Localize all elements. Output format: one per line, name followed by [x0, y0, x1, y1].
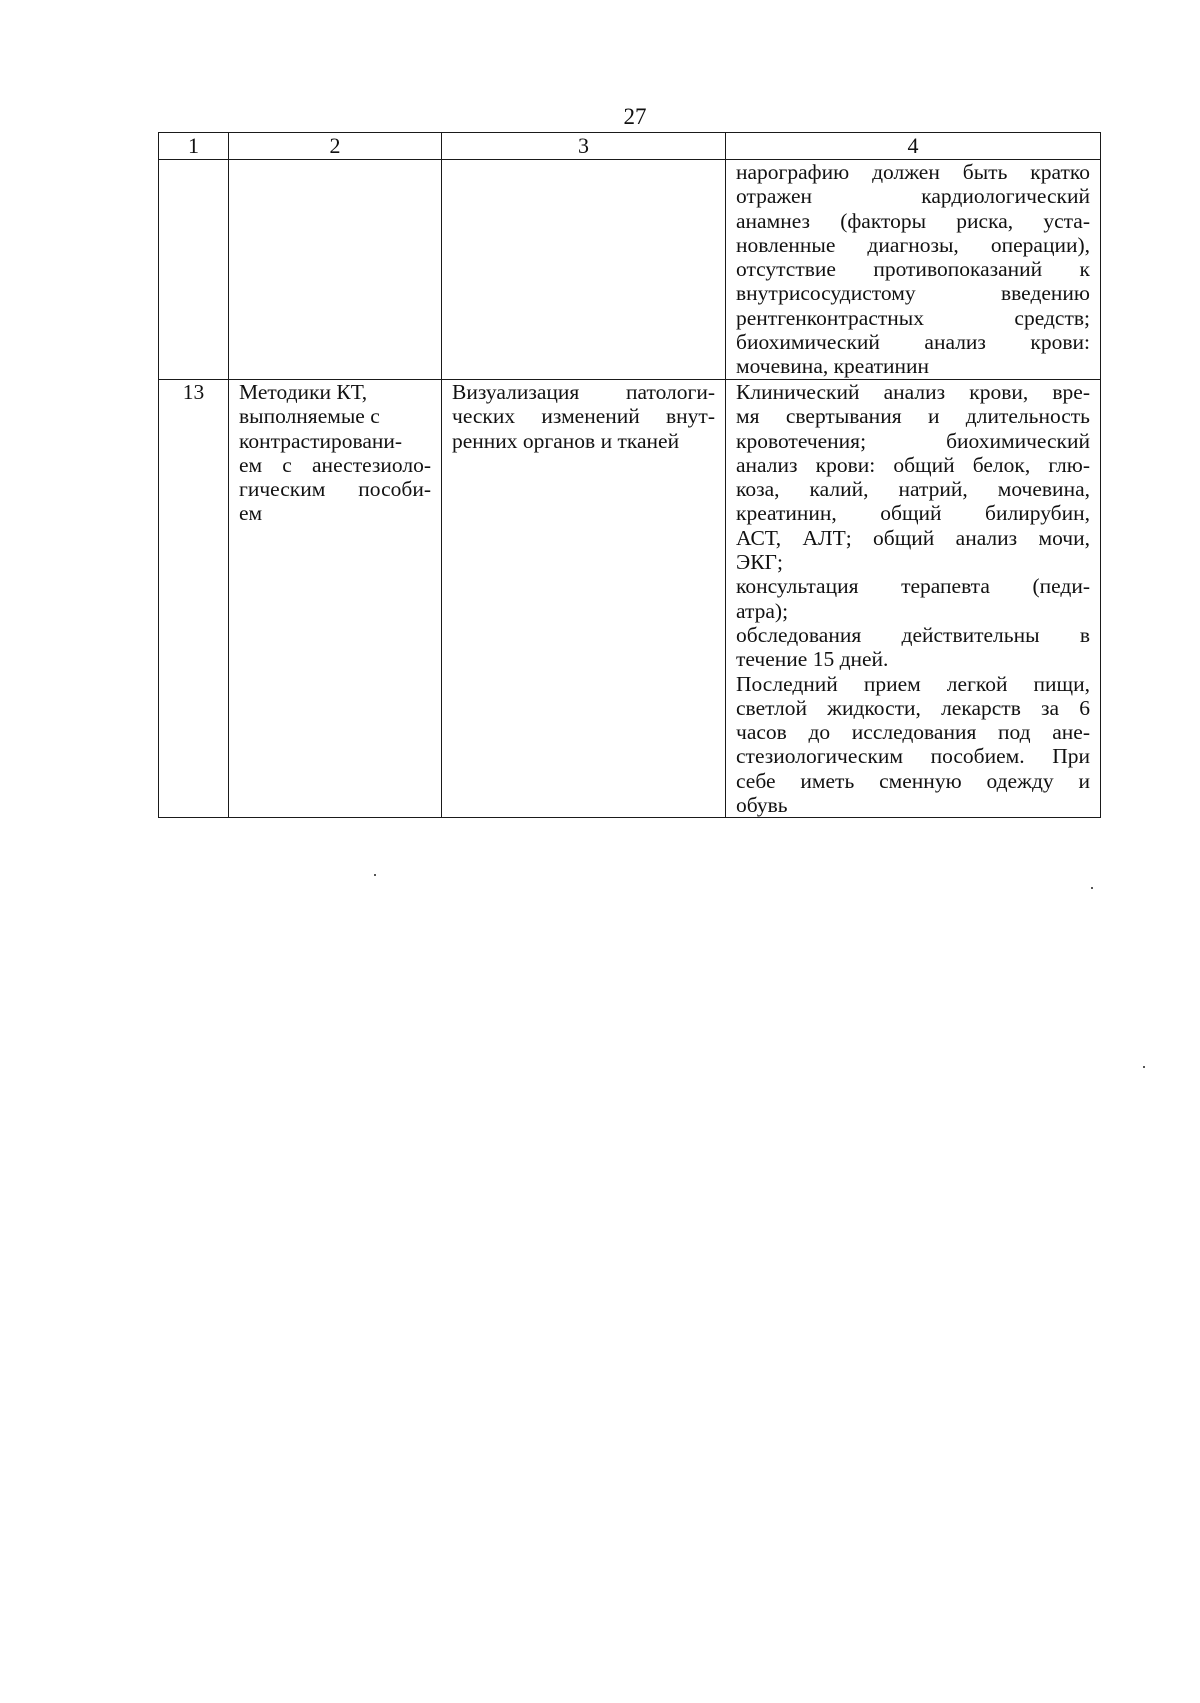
column-header-3: 3: [442, 133, 726, 160]
text-line: кровотечения; биохимический: [736, 428, 1090, 453]
row-13-purpose-text: [452, 380, 715, 453]
continuation-cell-4: [726, 160, 1101, 380]
table-header-row: [159, 133, 1101, 160]
continuation-cell-3: [442, 160, 726, 380]
text-line: обувь: [736, 793, 788, 818]
row-13-preparation-text: [736, 380, 1090, 817]
table-row-continuation: [159, 160, 1101, 380]
text-line: часов до исследования под ане-: [736, 720, 1090, 745]
row-13-purpose-cell: [442, 380, 726, 818]
text-line: АСТ, АЛТ; общий анализ мочи,: [736, 525, 1090, 550]
text-line: ренних органов и тканей: [452, 428, 680, 453]
text-line: креатинин, общий билирубин,: [736, 501, 1090, 526]
text-line: обследования действительны в: [736, 622, 1090, 647]
continuation-cell-2: [229, 160, 442, 380]
column-header-2: 2: [229, 133, 442, 160]
text-line: светлой жидкости, лекарств за 6: [736, 695, 1090, 720]
text-line: анамнез (факторы риска, уста-: [736, 208, 1090, 233]
text-line: атра);: [736, 598, 789, 623]
text-line: нарографию должен быть кратко: [736, 160, 1090, 184]
text-line: новленные диагнозы, операции),: [736, 232, 1090, 257]
row-13-method-text: [239, 380, 431, 526]
continuation-preparation-text: [736, 160, 1090, 379]
text-line: рентгенконтрастных средств;: [736, 305, 1090, 330]
scan-speck: [374, 874, 376, 876]
text-line: внутрисосудистому введению: [736, 281, 1090, 306]
text-line: выполняемые с: [239, 404, 380, 429]
text-line: стезиологическим пособием. При: [736, 744, 1090, 769]
text-line: Визуализация патологи-: [452, 380, 715, 404]
text-line: мочевина, креатинин: [736, 354, 930, 379]
row-13-method-cell: [229, 380, 442, 818]
text-line: консультация терапевта (педи-: [736, 574, 1090, 599]
text-line: ЭКГ;: [736, 550, 783, 575]
text-line: Методики КТ,: [239, 380, 368, 404]
text-line: ческих изменений внут-: [452, 404, 715, 429]
text-line: ем: [239, 501, 263, 526]
text-line: коза, калий, натрий, мочевина,: [736, 477, 1090, 502]
scan-speck: [1091, 887, 1093, 889]
text-line: Клинический анализ крови, вре-: [736, 380, 1090, 404]
text-line: отсутствие противопоказаний к: [736, 257, 1090, 282]
text-line: контрастировани-: [239, 428, 403, 453]
column-header-1: 1: [159, 133, 229, 160]
page-number: 27: [623, 104, 647, 129]
text-line: мя свертывания и длительность: [736, 404, 1090, 429]
text-line: гическим пособи-: [239, 477, 431, 502]
column-header-4: 4: [726, 133, 1101, 160]
row-13-number: 13: [159, 380, 229, 818]
text-line: себе иметь сменную одежду и: [736, 768, 1090, 793]
table-row-13: [159, 380, 1101, 818]
text-line: течение 15 дней.: [736, 647, 889, 672]
requirements-table: [158, 132, 1101, 818]
row-13-preparation-cell: [726, 380, 1101, 818]
text-line: анализ крови: общий белок, глю-: [736, 452, 1090, 477]
text-line: биохимический анализ крови:: [736, 330, 1090, 355]
continuation-cell-1: [159, 160, 229, 380]
text-line: отражен кардиологический: [736, 184, 1090, 209]
text-line: Последний прием легкой пищи,: [736, 671, 1090, 696]
scan-speck: [1143, 1066, 1145, 1068]
text-line: ем с анестезиоло-: [239, 452, 431, 477]
